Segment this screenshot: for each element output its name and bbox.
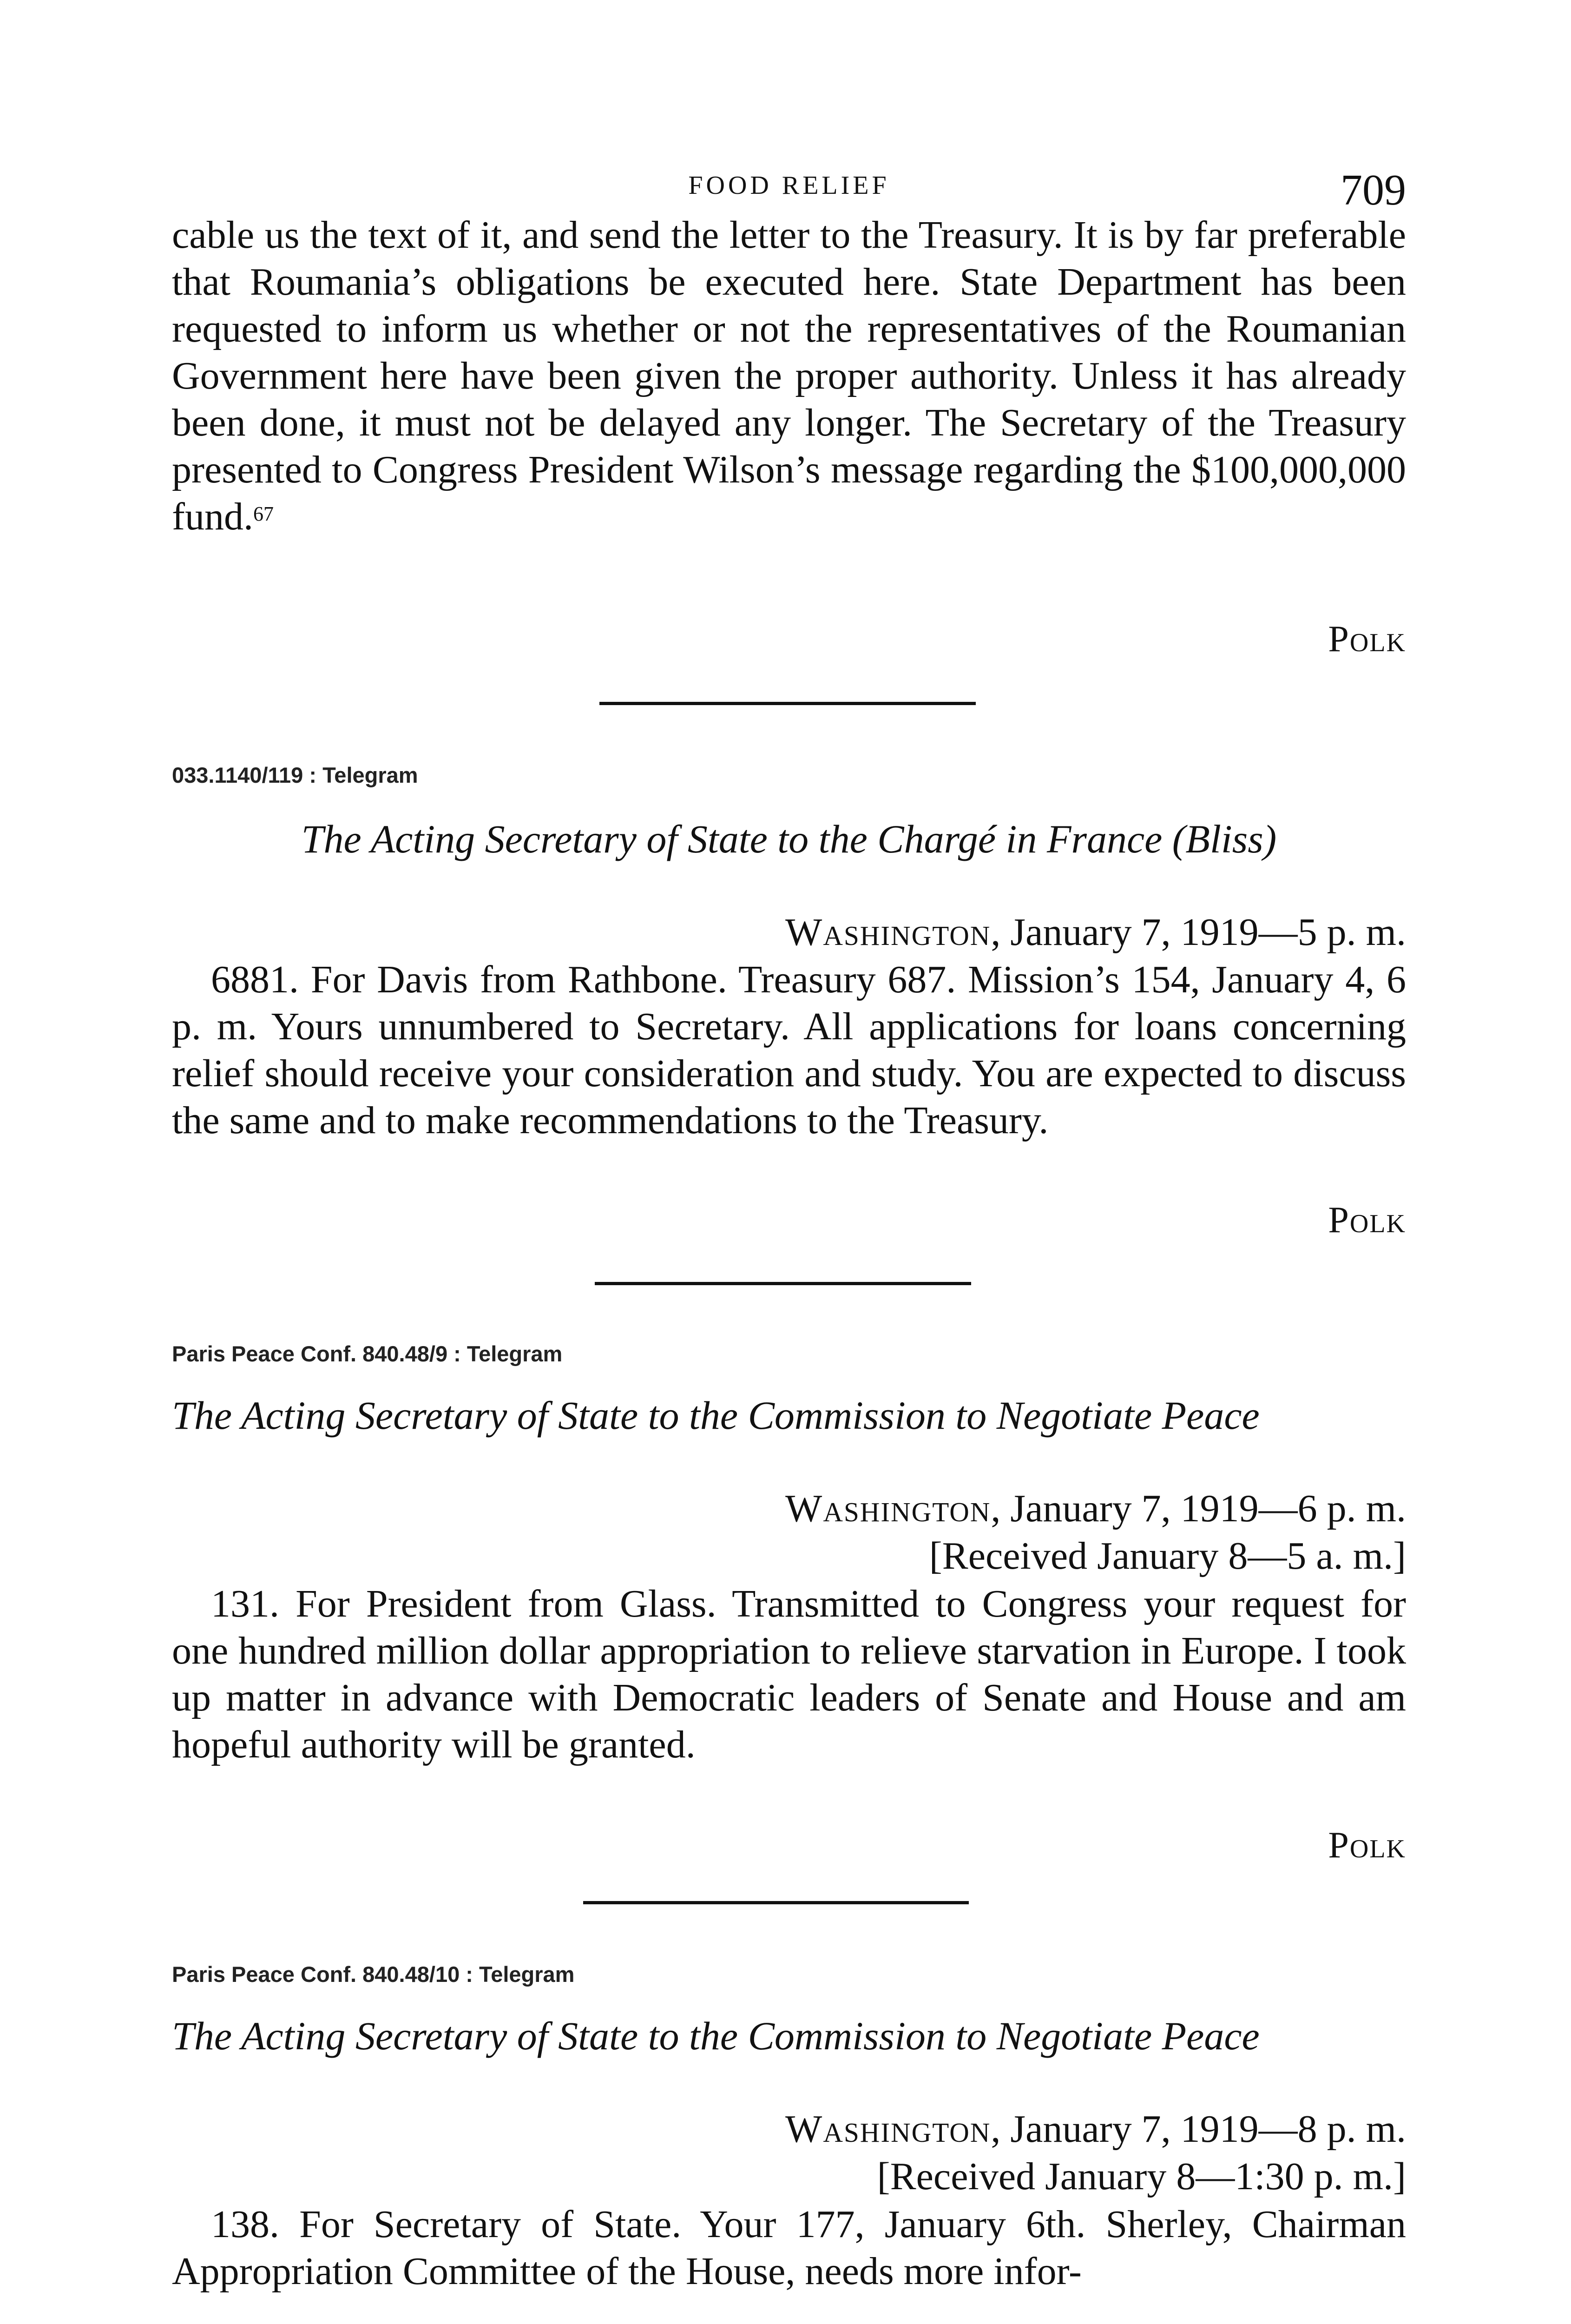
telegram-body: 138. For Secretary of State. Your 177, January 6th. Sherley, Chairman Appropriation Committee of the House, needs more infor- <box>172 2203 1406 2293</box>
running-title: FOOD RELIEF <box>688 171 890 200</box>
dateline-date: , January 7, 1919—6 p. m. <box>991 1487 1406 1530</box>
received-line: [Received January 8—5 a. m.] <box>929 1534 1406 1578</box>
dateline-place: Washington <box>785 2107 991 2151</box>
dateline-date: , January 7, 1919—5 p. m. <box>991 911 1406 954</box>
dateline <box>172 1485 1406 1532</box>
dateline <box>172 2106 1406 2152</box>
document-heading: The Acting Secretary of State to the Chargé in France (Bliss) <box>301 817 1277 861</box>
section-divider <box>583 1901 969 1904</box>
signature-polk-2: Polk <box>1328 1200 1406 1241</box>
signature-polk-3: Polk <box>1328 1825 1406 1866</box>
section-divider <box>599 702 976 705</box>
telegram-body: 131. For President from Glass. Transmitted to Congress your request for one hundred million dollar appropriation to relieve starvation in Europe. I took up matter in advance with Democratic leaders of Senate and House and am hopeful authority will be granted. <box>172 1582 1406 1766</box>
document-heading: The Acting Secretary of State to the Commission to Negotiate Peace <box>172 2014 1260 2058</box>
document-heading: The Acting Secretary of State to the Commission to Negotiate Peace <box>172 1393 1260 1438</box>
section-divider <box>595 1282 971 1285</box>
footnote-marker: 67 <box>253 502 274 525</box>
dateline <box>172 909 1406 956</box>
file-reference: 033.1140/119 : Telegram <box>172 763 418 787</box>
telegram-body: 6881. For Davis from Rathbone. Treasury 687. Mission’s 154, January 4, 6 p. m. Yours unnumbered to Secretary. All applications for loans concerning relief should receive your consideration and study. You are expected to discuss the same and to make recommendations to the Treasury. <box>172 958 1406 1142</box>
signature-polk-1: Polk <box>1328 619 1406 660</box>
dateline-place: Washington <box>785 911 991 954</box>
page-number: 709 <box>1341 166 1406 214</box>
continuation-paragraph <box>172 211 1406 540</box>
continuation-text: cable us the text of it, and send the letter to the Treasury. It is by far preferable that Roumania’s obligations be executed here. State Department has been requested to inform us whether or not the representatives of the Roumanian Government here have been given the proper authority. Unless it has already been done, it must not be delayed any longer. The Secretary of the Treasury presented to Congress President Wilson’s message regarding the $100,000,000 fund. <box>172 213 1406 538</box>
file-reference: Paris Peace Conf. 840.48/10 : Telegram <box>172 1962 575 1987</box>
received-line: [Received January 8—1:30 p. m.] <box>877 2155 1406 2198</box>
dateline-place: Washington <box>785 1487 991 1530</box>
file-reference: Paris Peace Conf. 840.48/9 : Telegram <box>172 1341 563 1366</box>
dateline-date: , January 7, 1919—8 p. m. <box>991 2107 1406 2151</box>
